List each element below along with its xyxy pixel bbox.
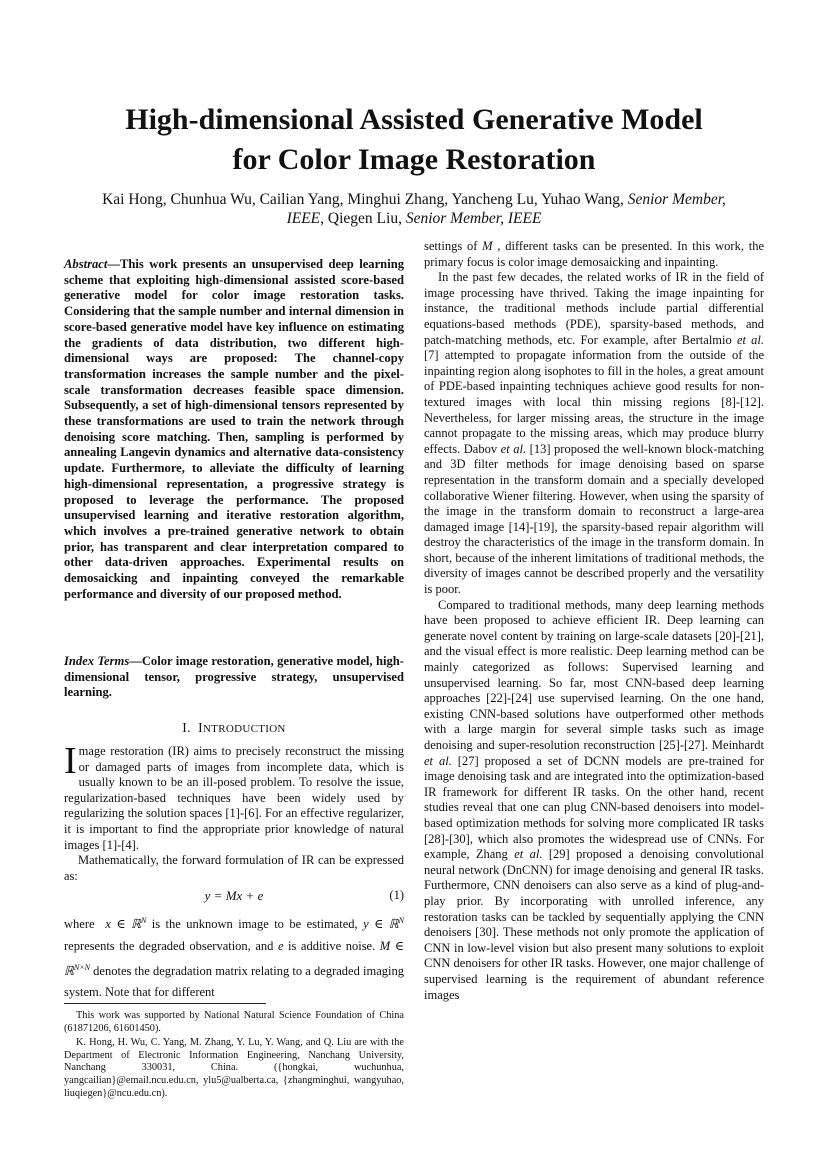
intro-paragraph-3 bbox=[64, 910, 404, 1002]
math-M: M ∈ ℝ bbox=[64, 938, 404, 978]
r-p1-a: In the past few decades, the related works of IR in the field of image processing have thrived. Taking the image inpainting for instance, the traditional methods include partial differential equations-based methods (PDE), sparsity-based methods, and patch-matching methods, etc. For example, after Bertalmio bbox=[424, 270, 764, 347]
paper-title bbox=[60, 100, 768, 180]
r-p0-b: , different tasks can be presented. In this work, the primary focus is color image demosaicking and inpainting. bbox=[424, 239, 765, 269]
section-heading-introduction bbox=[64, 720, 404, 736]
math-e: e bbox=[277, 938, 284, 953]
math-y-sup: N bbox=[398, 916, 404, 926]
equation-1 bbox=[64, 886, 404, 908]
equation-number: (1) bbox=[389, 888, 404, 903]
title-line-2: for Color Image Restoration bbox=[232, 143, 596, 176]
etal-3: et al. bbox=[424, 753, 452, 768]
section-title-rest: NTRODUCTION bbox=[202, 723, 286, 735]
p3-text-c: represents the degraded observation, and bbox=[64, 938, 278, 953]
math-x-sup: N bbox=[141, 916, 147, 926]
r-p0-a: settings of bbox=[424, 239, 483, 253]
title-line-1: High-dimensional Assisted Generative Model bbox=[125, 103, 703, 136]
abstract-body: —This work presents an unsupervised deep learning scheme that exploiting high-dimensional assisted score-based generative model for color image restoration tasks. Considering that the sample number and internal dimension in score-based generative model have key influence on estimating the gradients of data distribution, two different high-dimensional ways are proposed: The channel-copy transformation increases the sample number and the pixel-scale transformation decreases feasible space dimension. Subsequently, a set of high-dimensional tensors represented by these transformations are used to train the network through denoising score matching. Then, sampling is performed by annealing Langevin dynamics and alternative data-consistency update. Furthermore, to alleviate the difficulty of learning high-dimensional representation, a progressive strategy is proposed to leverage the performance. The proposed unsupervised learning and iterative restoration algorithm, which involves a pre-trained generative network to obtain prior, has transparent and clear interpretation compared to other data-driven approaches. Experimental results on demosaicking and inpainting conveyed the remarkable performance and diversity of our proposed method. bbox=[64, 257, 404, 601]
math-y: y ∈ ℝ bbox=[363, 917, 399, 932]
math-M-sup: N×N bbox=[73, 962, 90, 972]
authors-names-2: , Qiegen Liu, bbox=[320, 210, 406, 227]
right-paragraph-1 bbox=[424, 270, 764, 597]
footnote-affiliations: K. Hong, H. Wu, C. Yang, M. Zhang, Y. Lu, Y. Wang, and Q. Liu are with the Department of Electronic Information Engineering, Nanchang University, Nanchang 330031, China. ({hongkai, wuchunhua, yangcailian}@email.ncu.edu.cn, ylu5@ualberta.ca, {zhangminghui, wangyuhao, liuqiegen}@ncu.edu.cn). bbox=[64, 1037, 404, 1099]
intro-p1-text: mage restoration (IR) aims to precisely reconstruct the missing or damaged parts of images from incomplete data, which is usually known to be an ill-posed problem. To resolve the issue, regularization-based techniques have been widely used by regularizing the solution spaces [1]-[6]. For an effective regularizer, it is important to find the appropriate prior knowledge of natural images [1]-[4]. bbox=[64, 744, 404, 852]
etal-1: et al. bbox=[736, 332, 764, 347]
index-terms-lead: Index Terms bbox=[64, 654, 130, 668]
drop-cap: I bbox=[64, 740, 77, 782]
right-paragraph-2 bbox=[424, 598, 764, 1003]
footnotes bbox=[64, 1010, 404, 1102]
etal-4: et al. bbox=[514, 847, 543, 862]
footnote-divider bbox=[64, 1003, 266, 1004]
intro-paragraph-1 bbox=[64, 740, 404, 853]
p3-text-e: denotes the degradation matrix relating to a degraded imaging system. Note that for different bbox=[64, 963, 404, 999]
section-title-first: I bbox=[198, 720, 203, 735]
index-terms bbox=[64, 654, 404, 701]
r-p2-a: Compared to traditional methods, many deep learning methods have been proposed to achieve efficient IR. Deep learning can generate novel content by training on large-scale datasets [20]-[21], and the visual effect is more realistic. Deep learning method can be mainly categorized as follows: Supervised learning and unsupervised learning. So far, most CNN-based deep learning approaches [22]-[24] use supervised learning. On the one hand, existing CNN-based solutions have outperformed other methods with a large margin for several simple tasks such as image denoising and super-resolution reconstruction [25]-[27]. Meinhardt bbox=[424, 597, 764, 752]
right-column-body bbox=[424, 239, 764, 1003]
r-p2-b: [27] proposed a set of DCNN models are pre-trained for image denoising task and are integrated into the optimization-based IR framework for different IR tasks. On the other hand, recent studies reveal that one can plug CNN-based denoisers into model-based optimization methods for solving more complicated IR tasks [28]-[30], which also promotes the widespread use of CNNs. For example, Zhang bbox=[424, 753, 765, 862]
abstract bbox=[64, 257, 404, 602]
abstract-lead: Abstract bbox=[64, 257, 108, 271]
footnote-funding: This work was supported by National Natural Science Foundation of China (61871206, 61601450). bbox=[64, 1010, 404, 1034]
author-role-1: Senior Member, bbox=[627, 191, 726, 208]
author-role-2: Senior Member, IEEE bbox=[405, 210, 542, 227]
author-role-1b: IEEE bbox=[286, 210, 321, 227]
etal-2: et al. bbox=[500, 441, 527, 456]
p3-where: where bbox=[64, 917, 95, 932]
equation-text: y = Mx + e bbox=[204, 888, 264, 904]
introduction-body bbox=[64, 740, 404, 1003]
p3-text-b: is the unknown image to be estimated, bbox=[146, 917, 364, 932]
right-paragraph-0 bbox=[424, 239, 764, 270]
authors-names: Kai Hong, Chunhua Wu, Cailian Yang, Minghui Zhang, Yancheng Lu, Yuhao Wang, bbox=[102, 191, 628, 208]
math-M-2: M bbox=[482, 239, 493, 253]
index-terms-body: —Color image restoration, generative model, high-dimensional tensor, progressive strategy, unsupervised learning. bbox=[64, 654, 404, 700]
r-p1-c: [13] proposed the well-known block-matching and 3D filter methods for image denoising based on sparse representation in the transform domain and a specially developed collaborative Wiener filtering. However, when using the sparsity of the image in the transform domain to reconstruct a large-area damaged image [14]-[19], the sparsity-based repair algorithm will destroy the characteristics of the image in the transform domain. In short, because of the inherent limitations of traditional methods, the diversity of images cannot be described properly and the versatility is poor. bbox=[424, 441, 764, 597]
p3-text-d: is additive noise. bbox=[283, 938, 380, 953]
r-p1-b: [7] attempted to propagate information from the outside of the inpainting region along isophotes to fill in the holes, a great amount of PDE-based inpainting techniques achieve good results for non-textured images with local thin missing regions [8]-[12]. Nevertheless, for larger missing areas, the structure in the image cannot propagate to the missing areas, which may produce blurry effects. Dabov bbox=[424, 348, 764, 456]
math-x: x ∈ ℝ bbox=[105, 917, 141, 932]
section-number: I. bbox=[182, 720, 191, 735]
r-p2-c: [29] proposed a denoising convolutional neural network (DnCNN) for image denoising and general IR tasks. Furthermore, CNN denoisers can also serve as a kind of plug-and-play prior. By incorporating with unrolled inference, any restoration tasks can be tackled by sequentially applying the CNN denoisers [30]. These methods not only promote the application of CNN in low-level vision but also present many solutions to exploit CNN denoisers for other IR tasks. However, one major challenge of supervised learning is the requirement of abundant reference images bbox=[424, 847, 764, 1002]
intro-paragraph-2: Mathematically, the forward formulation of IR can be expressed as: bbox=[64, 853, 404, 883]
author-list bbox=[70, 190, 758, 228]
